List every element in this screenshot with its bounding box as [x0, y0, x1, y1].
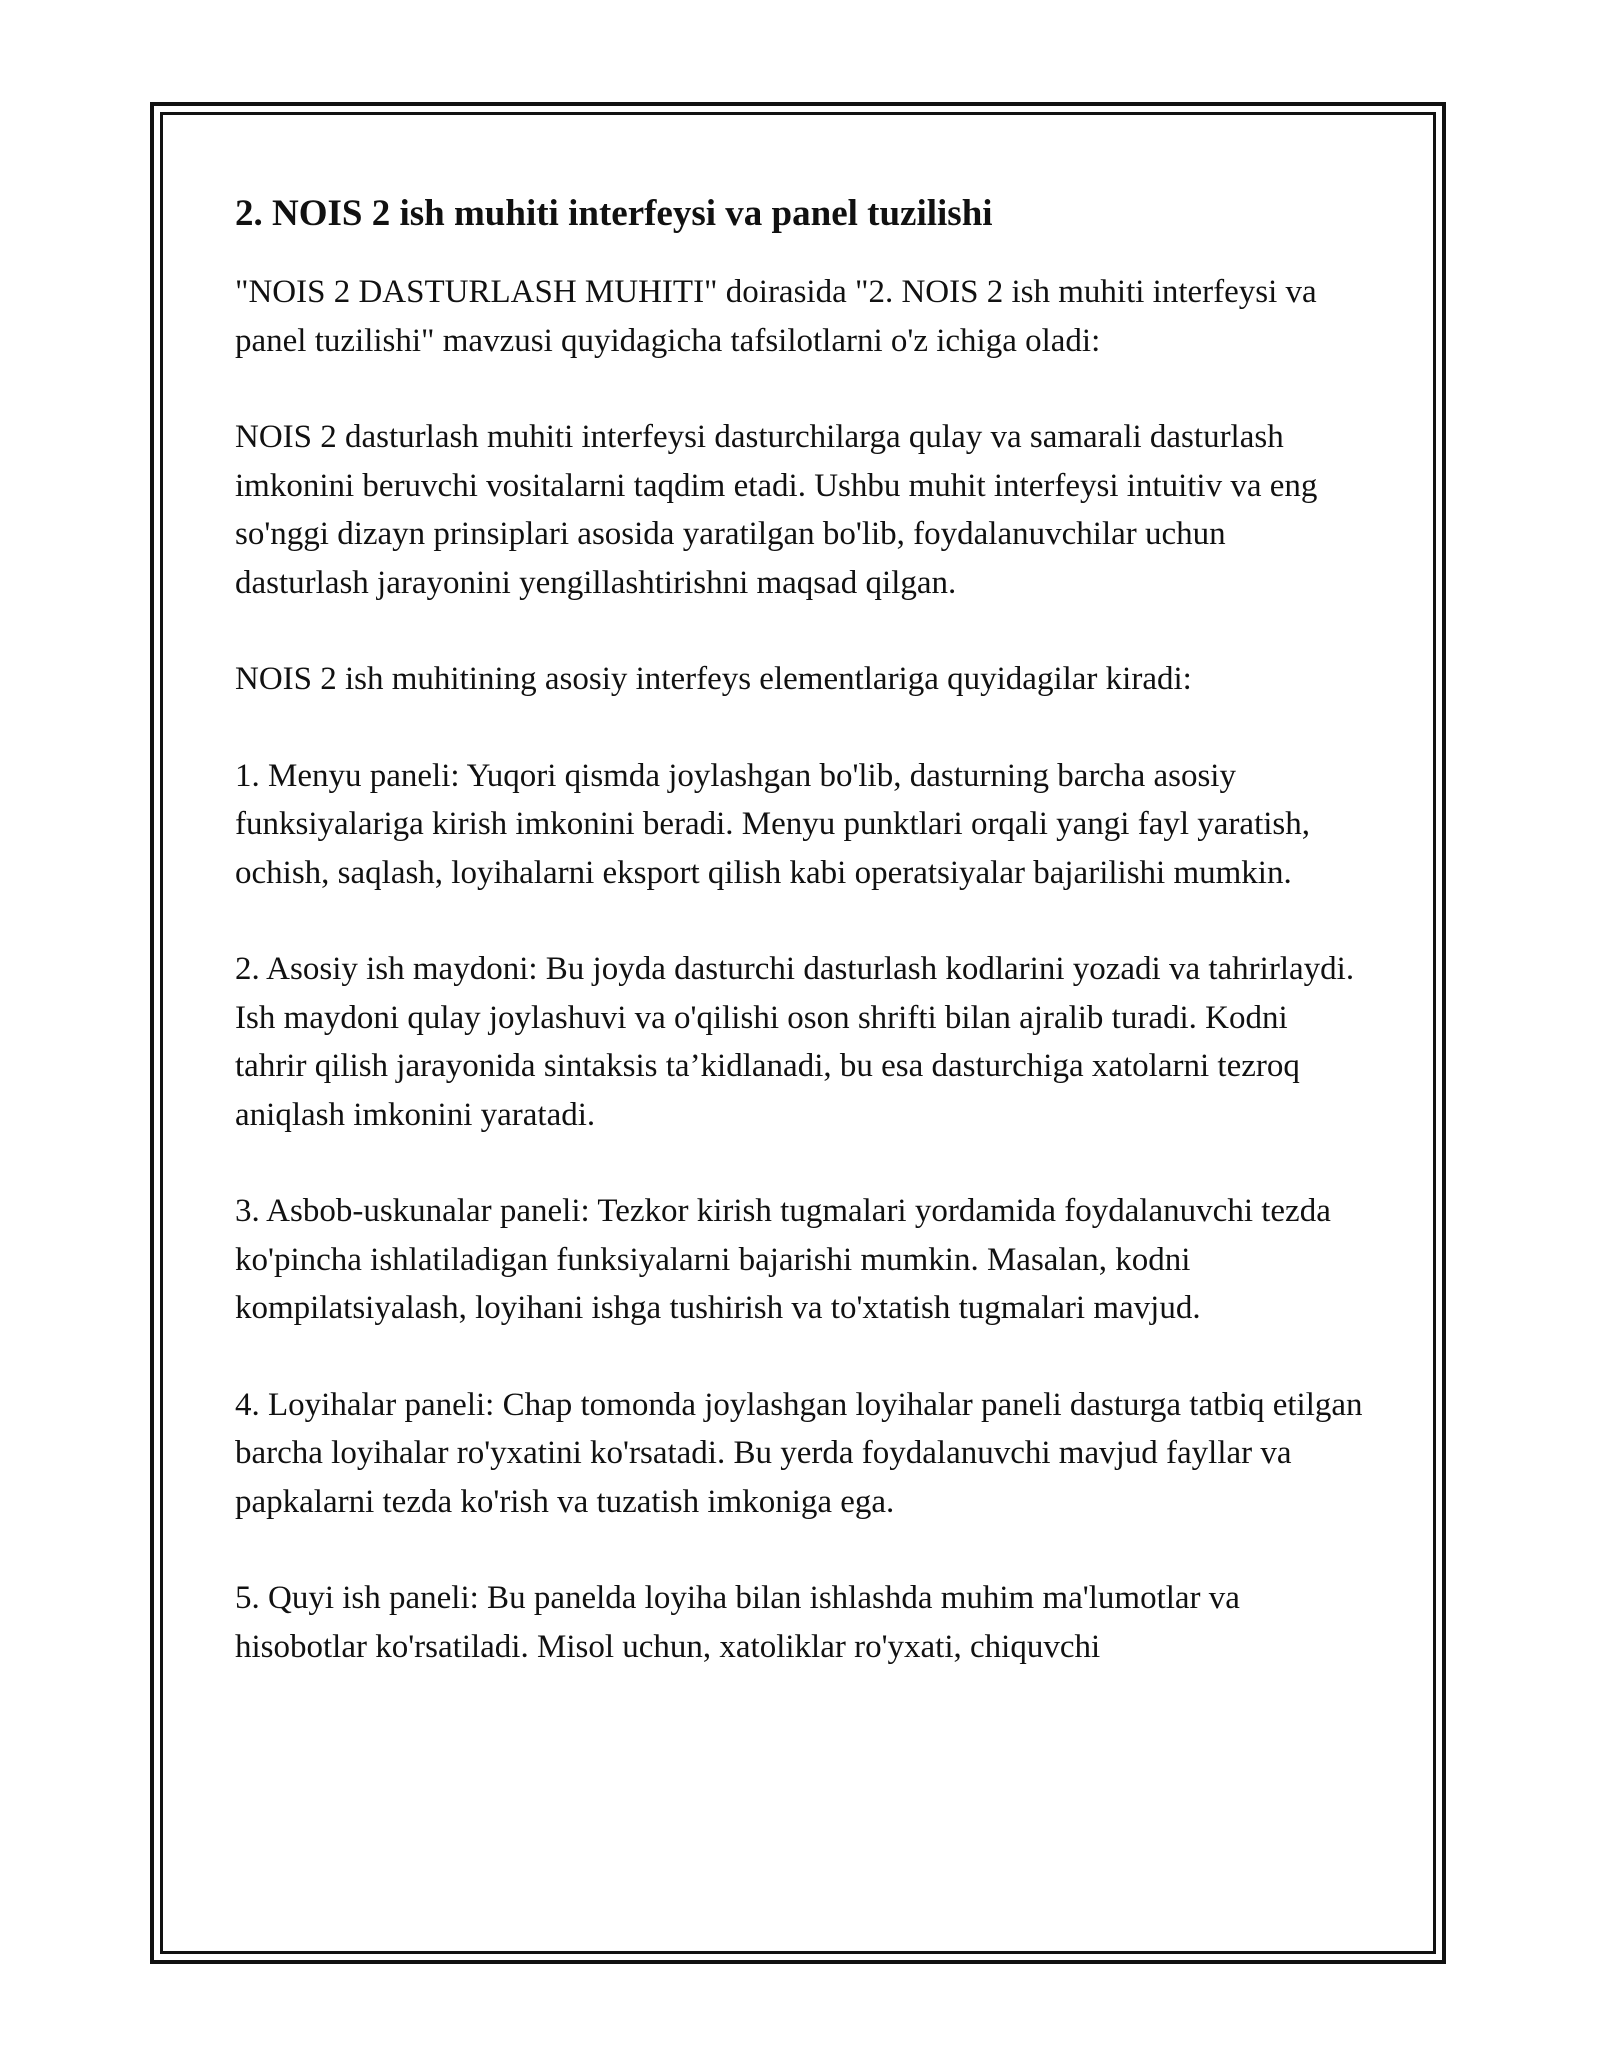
- document-body: [235, 190, 1365, 1719]
- overview-paragraph: NOIS 2 dasturlash muhiti interfeysi dasturchilarga qulay va samarali dasturlash imkonini beruvchi vositalarni taqdim etadi. Ushbu muhit interfeysi intuitiv va eng so'nggi dizayn prinsiplari asosida yaratilgan bo'lib, foydalanuvchilar uchun dasturlash jarayonini yengillashtirishni maqsad qilgan.: [235, 419, 1318, 601]
- document-title: 2. NOIS 2 ish muhiti interfeysi va panel tuzilishi: [235, 193, 993, 234]
- bottom-panel-paragraph: 5. Quyi ish paneli: Bu panelda loyiha bilan ishlashda muhim ma'lumotlar va hisobotlar ko'rsatiladi. Misol uchun, xatoliklar ro'yxati, chiquvchi: [235, 1580, 1240, 1665]
- toolbar-paragraph: 3. Asbob-uskunalar paneli: Tezkor kirish tugmalari yordamida foydalanuvchi tezda ko'pincha ishlatiladigan funksiyalarni bajarishi mumkin. Masalan, kodni kompilatsiyalash, loyihani ishga tushirish va to'xtatish tugmalari mavjud.: [235, 1193, 1331, 1326]
- intro-paragraph: "NOIS 2 DASTURLASH MUHITI" doirasida "2. NOIS 2 ish muhiti interfeysi va panel tuzilishi" mavzusi quyidagicha tafsilotlarni o'z ichiga oladi:: [235, 274, 1317, 359]
- main-workspace-paragraph: 2. Asosiy ish maydoni: Bu joyda dasturchi dasturlash kodlarini yozadi va tahrirlaydi. Ish maydoni qulay joylashuvi va o'qilishi oson shrifti bilan ajralib turadi. Kodni tahrir qilish jarayonida sintaksis ta’kidlanadi, bu esa dasturchiga xatolarni tezroq aniqlash imkonini yaratadi.: [235, 951, 1355, 1133]
- projects-panel-paragraph: 4. Loyihalar paneli: Chap tomonda joylashgan loyihalar paneli dasturga tatbiq etilgan barcha loyihalar ro'yxatini ko'rsatadi. Bu yerda foydalanuvchi mavjud fayllar va papkalarni tezda ko'rish va tuzatish imkoniga ega.: [235, 1386, 1363, 1520]
- elements-intro-paragraph: NOIS 2 ish muhitining asosiy interfeys elementlariga quyidagilar kiradi:: [235, 661, 1192, 697]
- menu-panel-paragraph: 1. Menyu paneli: Yuqori qismda joylashgan bo'lib, dasturning barcha asosiy funksiyalariga kirish imkonini beradi. Menyu punktlari orqali yangi fayl yaratish, ochish, saqlash, loyihalarni eksport qilish kabi operatsiyalar bajarilishi mumkin.: [235, 757, 1310, 891]
